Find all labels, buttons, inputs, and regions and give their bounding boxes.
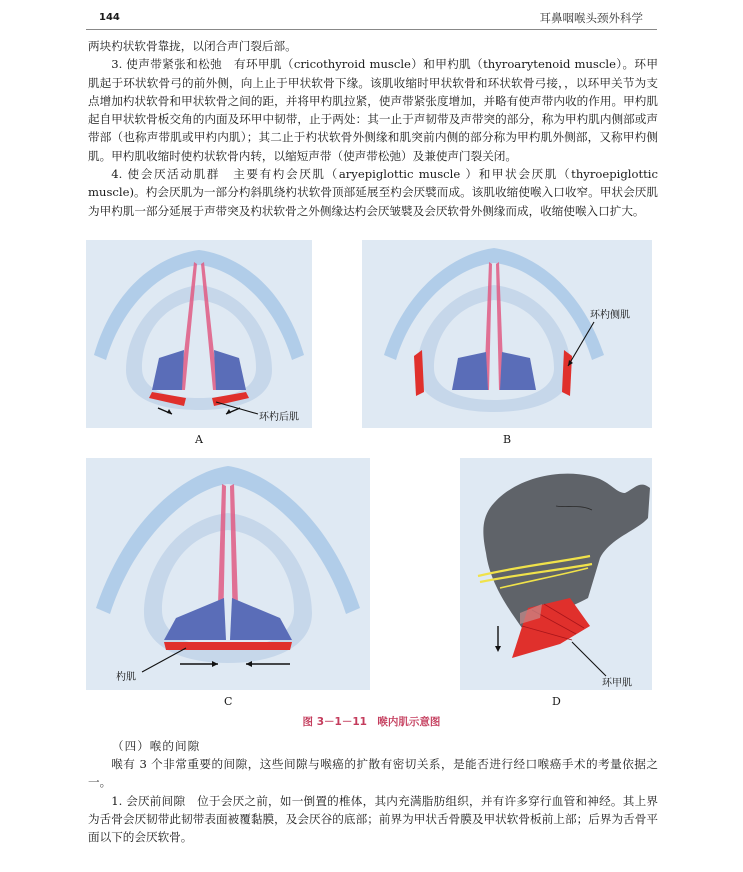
figure-panel-d [460, 458, 652, 690]
figure-panel-b [362, 240, 652, 428]
panel-b-label: 环杓侧肌 [590, 310, 630, 321]
larynx-diagram-a [86, 240, 312, 428]
paragraph: 喉有 3 个非常重要的间隙，这些间隙与喉癌的扩散有密切关系，是能否进行经口喉癌手术的考量依据之一。 [88, 757, 658, 790]
paragraph: 4. 使会厌活动肌群 主要有杓会厌肌（aryepiglottic muscle ）和甲状会厌肌（thyroepiglottic muscle)。杓会厌肌为一部分杓斜肌绕杓状软骨顶部延展至杓会厌襞而成。该肌收缩使喉入口收窄。甲状会厌肌为甲杓肌一部分延展于声带突及杓状软骨之外侧缘达杓会厌皱襞及会厌软骨外侧缘而成，收缩使喉入口扩大。 [88, 167, 658, 218]
panel-d-label: 环甲肌 [602, 678, 632, 689]
paragraph: 1. 会厌前间隙 位于会厌之前，如一倒置的椎体，其内充满脂肪组织，并有许多穿行血管和神经。其上界为舌骨会厌韧带此韧带表面被覆黏膜，及会厌谷的底部；前界为甲状舌骨膜及甲状软骨板前上部；后界为舌骨平面以下的会厌软骨。 [88, 793, 658, 845]
figure-panel-c [86, 458, 370, 690]
panel-a-letter: A [195, 433, 203, 446]
paragraph: 3. 使声带紧张和松弛 有环甲肌（cricothyroid muscle）和甲杓肌（thyroarytenoid muscle）。环甲肌起于环状软骨弓的前外侧，向上止于甲状软骨下缘。该肌收缩时甲状软骨和环状软骨弓接，，以环甲关节为支点增加杓状软骨和甲状软骨之间的距，并将甲杓肌拉紧，使声带紧张度增加，并略有使声带内收的作用。甲杓肌起自甲状软骨板交角的内面及环甲中韧带，止于两处：其一止于声韧带及声带突的部分，称为甲杓肌内侧部或声带部（也称声带肌或甲杓内肌）；其二止于杓状软骨外侧缘和肌突前内侧的部分称为甲杓肌外侧部，又称甲杓侧肌。甲杓肌收缩时使杓状软骨内转，以缩短声带（使声带松弛）及兼使声门裂关闭。 [88, 57, 658, 163]
figure-caption: 图 3－1－11 喉内肌示意图 [302, 716, 441, 728]
page-number: 144 [99, 12, 120, 23]
larynx-diagram-b [362, 240, 652, 428]
panel-c-letter: C [224, 695, 233, 708]
panel-a-label: 环杓后肌 [259, 412, 299, 423]
panel-b-letter: B [503, 433, 512, 446]
paragraph: 两块杓状软骨靠拢，以闭合声门裂后部。 [88, 39, 297, 53]
panel-c-label: 杓肌 [116, 672, 136, 683]
larynx-diagram-c [86, 458, 370, 690]
section-heading: （四）喉的间隙 [112, 739, 201, 753]
body-text-top [88, 37, 658, 220]
running-head: 耳鼻咽喉头颈外科学 [539, 11, 643, 25]
panel-d-letter: D [552, 695, 561, 708]
figure-panel-a [86, 240, 312, 428]
body-text-bottom [88, 755, 658, 846]
header-rule [86, 29, 657, 30]
larynx-diagram-d [460, 458, 652, 690]
